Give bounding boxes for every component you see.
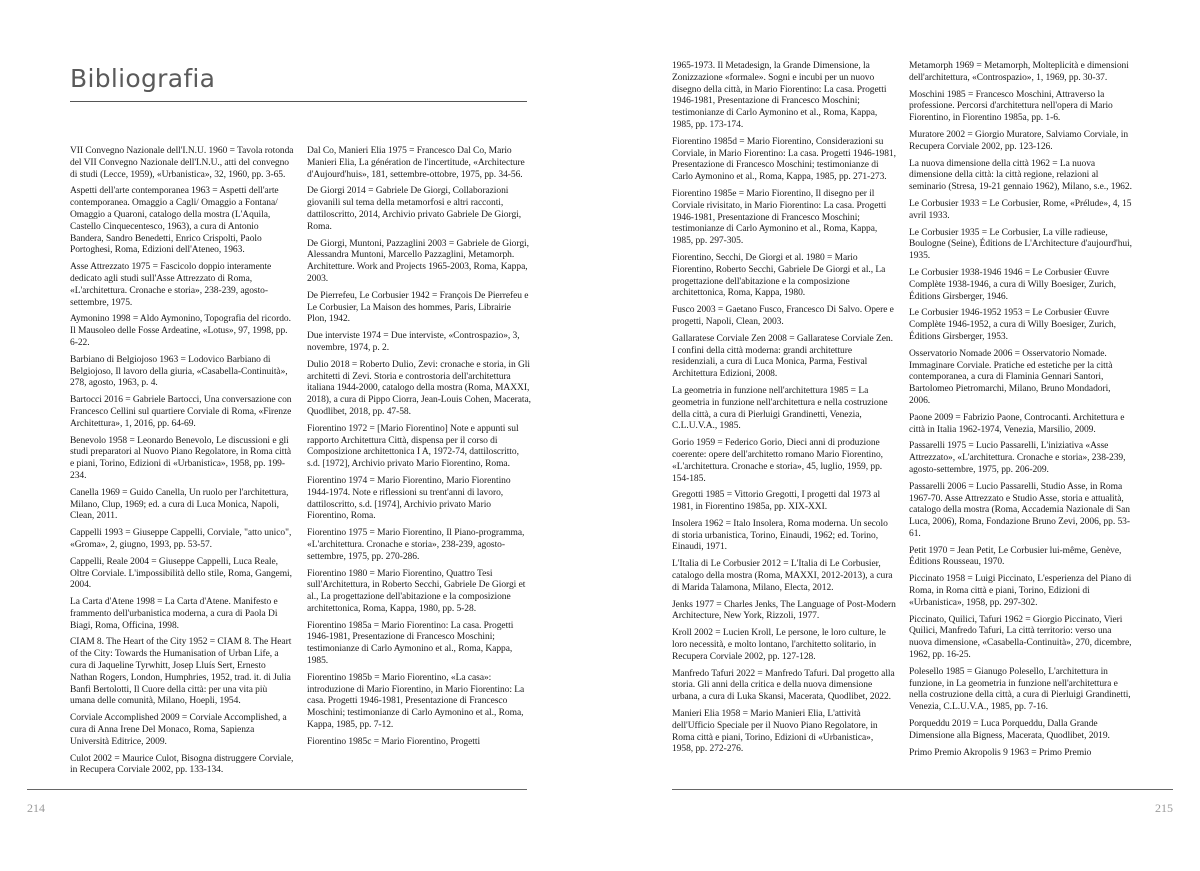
- bibliography-entry: Culot 2002 = Maurice Culot, Bisogna distruggere Corviale, in Recupera Corviale 2002, pp. 133-134.: [70, 753, 294, 776]
- bibliography-entry: Barbiano di Belgiojoso 1963 = Lodovico Barbiano di Belgiojoso, Il lavoro della giuria, «Casabella-Continuità», 278, agosto, 1963, p. 4.: [70, 354, 288, 389]
- bibliography-entry: Fiorentino 1985e = Mario Fiorentino, Il disegno per il Corviale rivisitato, in Mario Fiorentino: La casa. Progetti 1946-1981, Presentazione di Francesco Moschini; testimonianze di Carlo Aymonino et al., Roma, Kappa, 1985, pp. 297-305.: [672, 188, 887, 247]
- bibliography-entry: Fiorentino 1985d = Mario Fiorentino, Considerazioni su Corviale, in Mario Fiorentino: La casa. Progetti 1946-1981, Presentazione di Francesco Moschini; testimonianze di Carlo Aymonino et al., Roma, Kappa, 1985, pp. 271-273.: [672, 136, 896, 183]
- bibliography-entry: Fiorentino 1972 = [Mario Fiorentino] Note e appunti sul rapporto Architettura Città, dispensa per il corso di Composizione architettonica I A, 1972-74, dattiloscritto, s.d. [1972], Archivio privato Mario Fiorentino, Roma.: [307, 423, 519, 470]
- bibliography-entry: De Giorgi, Muntoni, Pazzaglini 2003 = Gabriele de Giorgi, Alessandra Muntoni, Marcello Pazzaglini, Metamorph. Architetture. Work and Projects 1965-2003, Roma, Kappa, 2003.: [307, 238, 529, 284]
- bibliography-entry: Fiorentino 1985c = Mario Fiorentino, Progetti: [307, 736, 481, 747]
- bibliography-entry: Aymonino 1998 = Aldo Aymonino, Topografia del ricordo. Il Mausoleo delle Fosse Ardeatine, «Lotus», 97, 1998, pp. 6-22.: [70, 314, 291, 348]
- bibliography-entry: Gorio 1959 = Federico Gorio, Dieci anni di produzione coerente: opere dell'architetto romano Mario Fiorentino, «L'architettura. Cronache e storia», 45, luglio, 1959, pp. 154-185.: [672, 438, 884, 484]
- bibliography-column-4: [909, 61, 1133, 764]
- bibliography-entry: Primo Premio Akropolis 9 1963 = Primo Premio: [909, 747, 1092, 758]
- bibliography-entry: Moschini 1985 = Francesco Moschini, Attraverso la professione. Percorsi d'architettura nell'opera di Mario Fiorentino, in Fiorentino 1985a, pp. 1-6.: [909, 89, 1113, 124]
- bibliography-entry: Bartocci 2016 = Gabriele Bartocci, Una conversazione con Francesco Cellini sul quartiere Corviale di Roma, «Firenze Architettura», 1, 2016, pp. 64-69.: [70, 395, 292, 429]
- bibliography-entry: Metamorph 1969 = Metamorph, Molteplicità e dimensioni dell'architettura, «Controspazio», 1, 1969, pp. 30-37.: [909, 61, 1129, 83]
- page-title: Bibliografia: [70, 64, 216, 93]
- bibliography-entry: La nuova dimensione della città 1962 = La nuova dimensione della città: la città regione, relazioni al seminario (Stresa, 19-21 gennaio 1962), Milano, s.e., 1962.: [909, 158, 1132, 193]
- bibliography-entry: La geometria in funzione nell'architettura 1985 = La geometria in funzione nell'architettura e nella costruzione della città, a cura di Pierluigi Grandinetti, Venezia, C.L.U.V.A., 1985.: [672, 385, 888, 432]
- bibliography-column-3: [672, 61, 896, 761]
- bibliography-entry: Cappelli, Reale 2004 = Giuseppe Cappelli, Luca Reale, Oltre Corviale. L'impossibilità dello stile, Roma, Gangemi, 2004.: [70, 556, 292, 591]
- footer-rule-left: [27, 789, 527, 790]
- bibliography-entry: Fiorentino, Secchi, De Giorgi et al. 1980 = Mario Fiorentino, Roberto Secchi, Gabriele De Giorgi et al., La progettazione dell'abitazione e la composizione architettonica, Roma, Kappa, 1980.: [672, 252, 886, 299]
- bibliography-entry: Polesello 1985 = Gianugo Polesello, L'architettura in funzione, in La geometria in funzione nell'architettura e nella costruzione della città, a cura di Pierluigi Grandinetti, Venezia, C.L.U.V.A., 1985, pp. 7-16.: [909, 666, 1131, 713]
- bibliography-entry: Fiorentino 1980 = Mario Fiorentino, Quattro Tesi sull'Architettura, in Roberto Secchi, Gabriele De Giorgi et al., La progettazione dell'abitazione e la composizione architettonica, Roma, Kappa, 1980, pp. 5-28.: [307, 568, 526, 614]
- bibliography-entry: CIAM 8. The Heart of the City 1952 = CIAM 8. The Heart of the City: Towards the Humanisation of Urban Life, a cura di Jaqueline Tyrwhitt, Josep Lluís Sert, Ernesto Nathan Rogers, London, Humphries, 1952, trad. it. di Julia Banfi Bertolotti, Il Cuore della città: per una vita più umana delle comunità, Milano, Hoepli, 1954.: [70, 637, 292, 707]
- bibliography-entry: La Carta d'Atene 1998 = La Carta d'Atene. Manifesto e frammento dell'urbanistica moderna, a cura di Paola Di Biagi, Roma, Officina, 1998.: [70, 597, 278, 631]
- bibliography-entry: Piccinato 1958 = Luigi Piccinato, L'esperienza del Piano di Roma, in Roma città e piani, Torino, Edizioni di «Urbanistica», 1958, pp. 297-302.: [909, 574, 1132, 608]
- bibliography-entry: Passarelli 1975 = Lucio Passarelli, L'iniziativa «Asse Attrezzato», «L'architettura. Cronache e storia», 238-239, agosto-settembre, 1975, pp. 206-209.: [909, 441, 1126, 475]
- bibliography-entry: Jenks 1977 = Charles Jenks, The Language of Post-Modern Architecture, New York, Rizzoli, 1977.: [672, 599, 896, 622]
- bibliography-entry: Piccinato, Quilici, Tafuri 1962 = Giorgio Piccinato, Vieri Quilici, Manfredo Tafuri, La città territorio: verso una nuova dimensione, «Casabella-Continuità», 270, dicembre, 1962, pp. 16-25.: [909, 614, 1132, 661]
- page-number-left: 214: [27, 801, 45, 815]
- bibliography-column-1: [70, 146, 294, 782]
- bibliography-entry: Le Corbusier 1946-1952 1953 = Le Corbusier Œuvre Complète 1946-1952, a cura di Willy Boesiger, Zurich, Éditions Girsberger, 1953.: [909, 308, 1116, 342]
- bibliography-entry: Osservatorio Nomade 2006 = Osservatorio Nomade. Immaginare Corviale. Pratiche ed estetiche per la città contemporanea, a cura di Flaminia Gennari Santori, Bartolomeo Pietromarchi, Milano, Bruno Mondadori, 2006.: [909, 348, 1113, 406]
- bibliography-entry: Le Corbusier 1938-1946 1946 = Le Corbusier Œuvre Complète 1938-1946, a cura di Willy Boesiger, Zurich, Éditions Girsberger, 1946.: [909, 267, 1116, 302]
- bibliography-entry: 1965-1973. Il Metadesign, la Grande Dimensione, la Zonizzazione «formale». Sogni e incubi per un nuovo disegno della città, in Mario Fiorentino: La casa. Progetti 1946-1981, Presentazione di Francesco Moschini; testimonianze di Carlo Aymonino et al., Roma, Kappa, 1985, pp. 173-174.: [672, 61, 887, 130]
- bibliography-entry: Asse Attrezzato 1975 = Fascicolo doppio interamente dedicato agli studi sull'Asse Attrezzato di Roma, «L'architettura. Cronache e storia», 238-239, agosto-settembre, 1975.: [70, 262, 272, 308]
- bibliography-entry: Manfredo Tafuri 2022 = Manfredo Tafuri. Dal progetto alla storia. Gli anni della critica e della nuova dimensione urbana, a cura di Luka Skansi, Macerata, Quodlibet, 2022.: [672, 668, 895, 703]
- footer-rule-right: [672, 789, 1173, 790]
- bibliography-entry: Fusco 2003 = Gaetano Fusco, Francesco Di Salvo. Opere e progetti, Napoli, Clean, 2003.: [672, 305, 894, 327]
- bibliography-entry: L'Italia di Le Corbusier 2012 = L'Italia di Le Corbusier, catalogo della mostra (Roma, MAXXI, 2012-2013), a cura di Marida Talamona, Milano, Electa, 2012.: [672, 559, 893, 593]
- bibliography-entry: Fiorentino 1985b = Mario Fiorentino, «La casa»: introduzione di Mario Fiorentino, in Mario Fiorentino: La casa. Progetti 1946-1981, Presentazione di Francesco Moschini; testimonianze di Carlo Aymonino et al., Roma, Kappa, 1985, pp. 7-12.: [307, 672, 525, 731]
- bibliography-entry: Le Corbusier 1933 = Le Corbusier, Rome, «Prélude», 4, 15 avril 1933.: [909, 198, 1132, 221]
- bibliography-column-2: [307, 146, 531, 754]
- bibliography-entry: De Giorgi 2014 = Gabriele De Giorgi, Collaborazioni giovanili sul tema della metamorfosi e altri racconti, dattiloscritto, 2014, Archivio privato Gabriele De Giorgi, Roma.: [307, 186, 522, 232]
- bibliography-entry: VII Convegno Nazionale dell'I.N.U. 1960 = Tavola rotonda del VII Convegno Nazionale dell'I.N.U., atti del convegno di studi (Lecce, 1959), «Urbanistica», 32, 1960, pp. 3-65.: [70, 146, 294, 180]
- bibliography-entry: Muratore 2002 = Giorgio Muratore, Salviamo Corviale, in Recupera Corviale 2002, pp. 123-126.: [909, 129, 1129, 152]
- bibliography-entry: Fiorentino 1975 = Mario Fiorentino, Il Piano-programma, «L'architettura. Cronache e storia», 238-239, agosto-settembre, 1975, pp. 270-286.: [307, 528, 525, 562]
- bibliography-entry: Paone 2009 = Fabrizio Paone, Controcanti. Architettura e città in Italia 1962-1974, Venezia, Marsilio, 2009.: [909, 412, 1125, 435]
- bibliography-entry: Manieri Elia 1958 = Mario Manieri Elia, L'attività dell'Ufficio Speciale per il Nuovo Piano Regolatore, in Roma città e piani, Torino, Edizioni di «Urbanistica», 1958, pp. 272-276.: [672, 709, 878, 755]
- bibliography-entry: Gregotti 1985 = Vittorio Gregotti, I progetti dal 1973 al 1981, in Fiorentino 1985a, pp. XIX-XXI.: [672, 490, 881, 513]
- bibliography-entry: Cappelli 1993 = Giuseppe Cappelli, Corviale, "atto unico", «Groma», 2, giugno, 1993, pp. 53-57.: [70, 528, 292, 550]
- bibliography-entry: Due interviste 1974 = Due interviste, «Controspazio», 3, novembre, 1974, p. 2.: [307, 331, 520, 353]
- bibliography-entry: Passarelli 2006 = Lucio Passarelli, Studio Asse, in Roma 1967-70. Asse Attrezzato e Studio Asse, storia e attualità, catalogo della mostra (Roma, Accademia Nazionale di San Luca, 2006), Roma, Fondazione Bruno Zevi, 2006, pp. 53-61.: [909, 481, 1130, 539]
- bibliography-entry: Dulio 2018 = Roberto Dulio, Zevi: cronache e storia, in Gli architetti di Zevi. Storia e controstoria dell'architettura italiana 1944-2000, catalogo della mostra (Roma, MAXXI, 2018), a cura di Pippo Ciorra, Jean-Louis Cohen, Macerata, Quodlibet, 2018, pp. 47-58.: [307, 359, 531, 417]
- bibliography-entry: Fiorentino 1974 = Mario Fiorentino, Mario Fiorentino 1944-1974. Note e riflessioni su trent'anni di lavoro, dattiloscritto, s.d. [1974], Archivio privato Mario Fiorentino, Roma.: [307, 475, 511, 522]
- title-rule: [70, 101, 527, 102]
- bibliography-entry: Le Corbusier 1935 = Le Corbusier, La ville radieuse, Boulogne (Seine), Éditions de L'Architecture d'aujourd'hui, 1935.: [909, 227, 1133, 262]
- bibliography-entry: Aspetti dell'arte contemporanea 1963 = Aspetti dell'arte contemporanea. Omaggio a Cagli/ Omaggio a Fontana/ Omaggio a Quaroni, catalogo della mostra (L'Aquila, Castello Cinquecentesco, 1963), a cura di Antonio Bandera, Sandro Benedetti, Enrico Crispolti, Paolo Portoghesi, Roma, Edizioni dell'Ateneo, 1963.: [70, 186, 279, 256]
- bibliography-entry: Gallaratese Corviale Zen 2008 = Gallaratese Corviale Zen. I confini della città moderna: grandi architetture residenziali, a cura di Luca Monica, Parma, Festival Architettura Edizioni, 2008.: [672, 333, 893, 380]
- page-number-right: 215: [1155, 801, 1173, 815]
- bibliography-entry: Fiorentino 1985a = Mario Fiorentino: La casa. Progetti 1946-1981, Presentazione di Francesco Moschini; testimonianze di Carlo Aymonino et al., Roma, Kappa, 1985.: [307, 620, 514, 667]
- bibliography-entry: Porqueddu 2019 = Luca Porqueddu, Dalla Grande Dimensione alla Bigness, Macerata, Quodlibet, 2019.: [909, 719, 1110, 741]
- bibliography-entry: Kroll 2002 = Lucien Kroll, Le persone, le loro culture, le loro necessità, e molto lontano, l'architetto solitario, in Recupera Corviale 2002, pp. 127-128.: [672, 628, 886, 662]
- bibliography-entry: Canella 1969 = Guido Canella, Un ruolo per l'architettura, Milano, Clup, 1969; ed. a cura di Luca Monica, Napoli, Clean, 2011.: [70, 487, 289, 522]
- bibliography-entry: Insolera 1962 = Italo Insolera, Roma moderna. Un secolo di storia urbanistica, Torino, Einaudi, 1962; ed. Torino, Einaudi, 1971.: [672, 518, 888, 553]
- bibliography-entry: Dal Co, Manieri Elia 1975 = Francesco Dal Co, Mario Manieri Elia, La génération de l'incertitude, «Architecture d'Aujourd'huis», 181, settembre-ottobre, 1975, pp. 34-56.: [307, 146, 525, 180]
- bibliography-entry: Petit 1970 = Jean Petit, Le Corbusier lui-même, Genève, Éditions Rousseau, 1970.: [909, 545, 1122, 568]
- bibliography-entry: Corviale Accomplished 2009 = Corviale Accomplished, a cura di Anna Irene Del Monaco, Roma, Sapienza Università Editrice, 2009.: [70, 713, 287, 747]
- bibliography-entry: De Pierrefeu, Le Corbusier 1942 = François De Pierrefeu e Le Corbusier, La Maison des hommes, Paris, Librairie Plon, 1942.: [307, 290, 529, 325]
- bibliography-entry: Benevolo 1958 = Leonardo Benevolo, Le discussioni e gli studi preparatori al Nuovo Piano Regolatore, in Roma città e piani, Torino, Edizioni di «Urbanistica», 1958, pp. 199-234.: [70, 435, 292, 481]
